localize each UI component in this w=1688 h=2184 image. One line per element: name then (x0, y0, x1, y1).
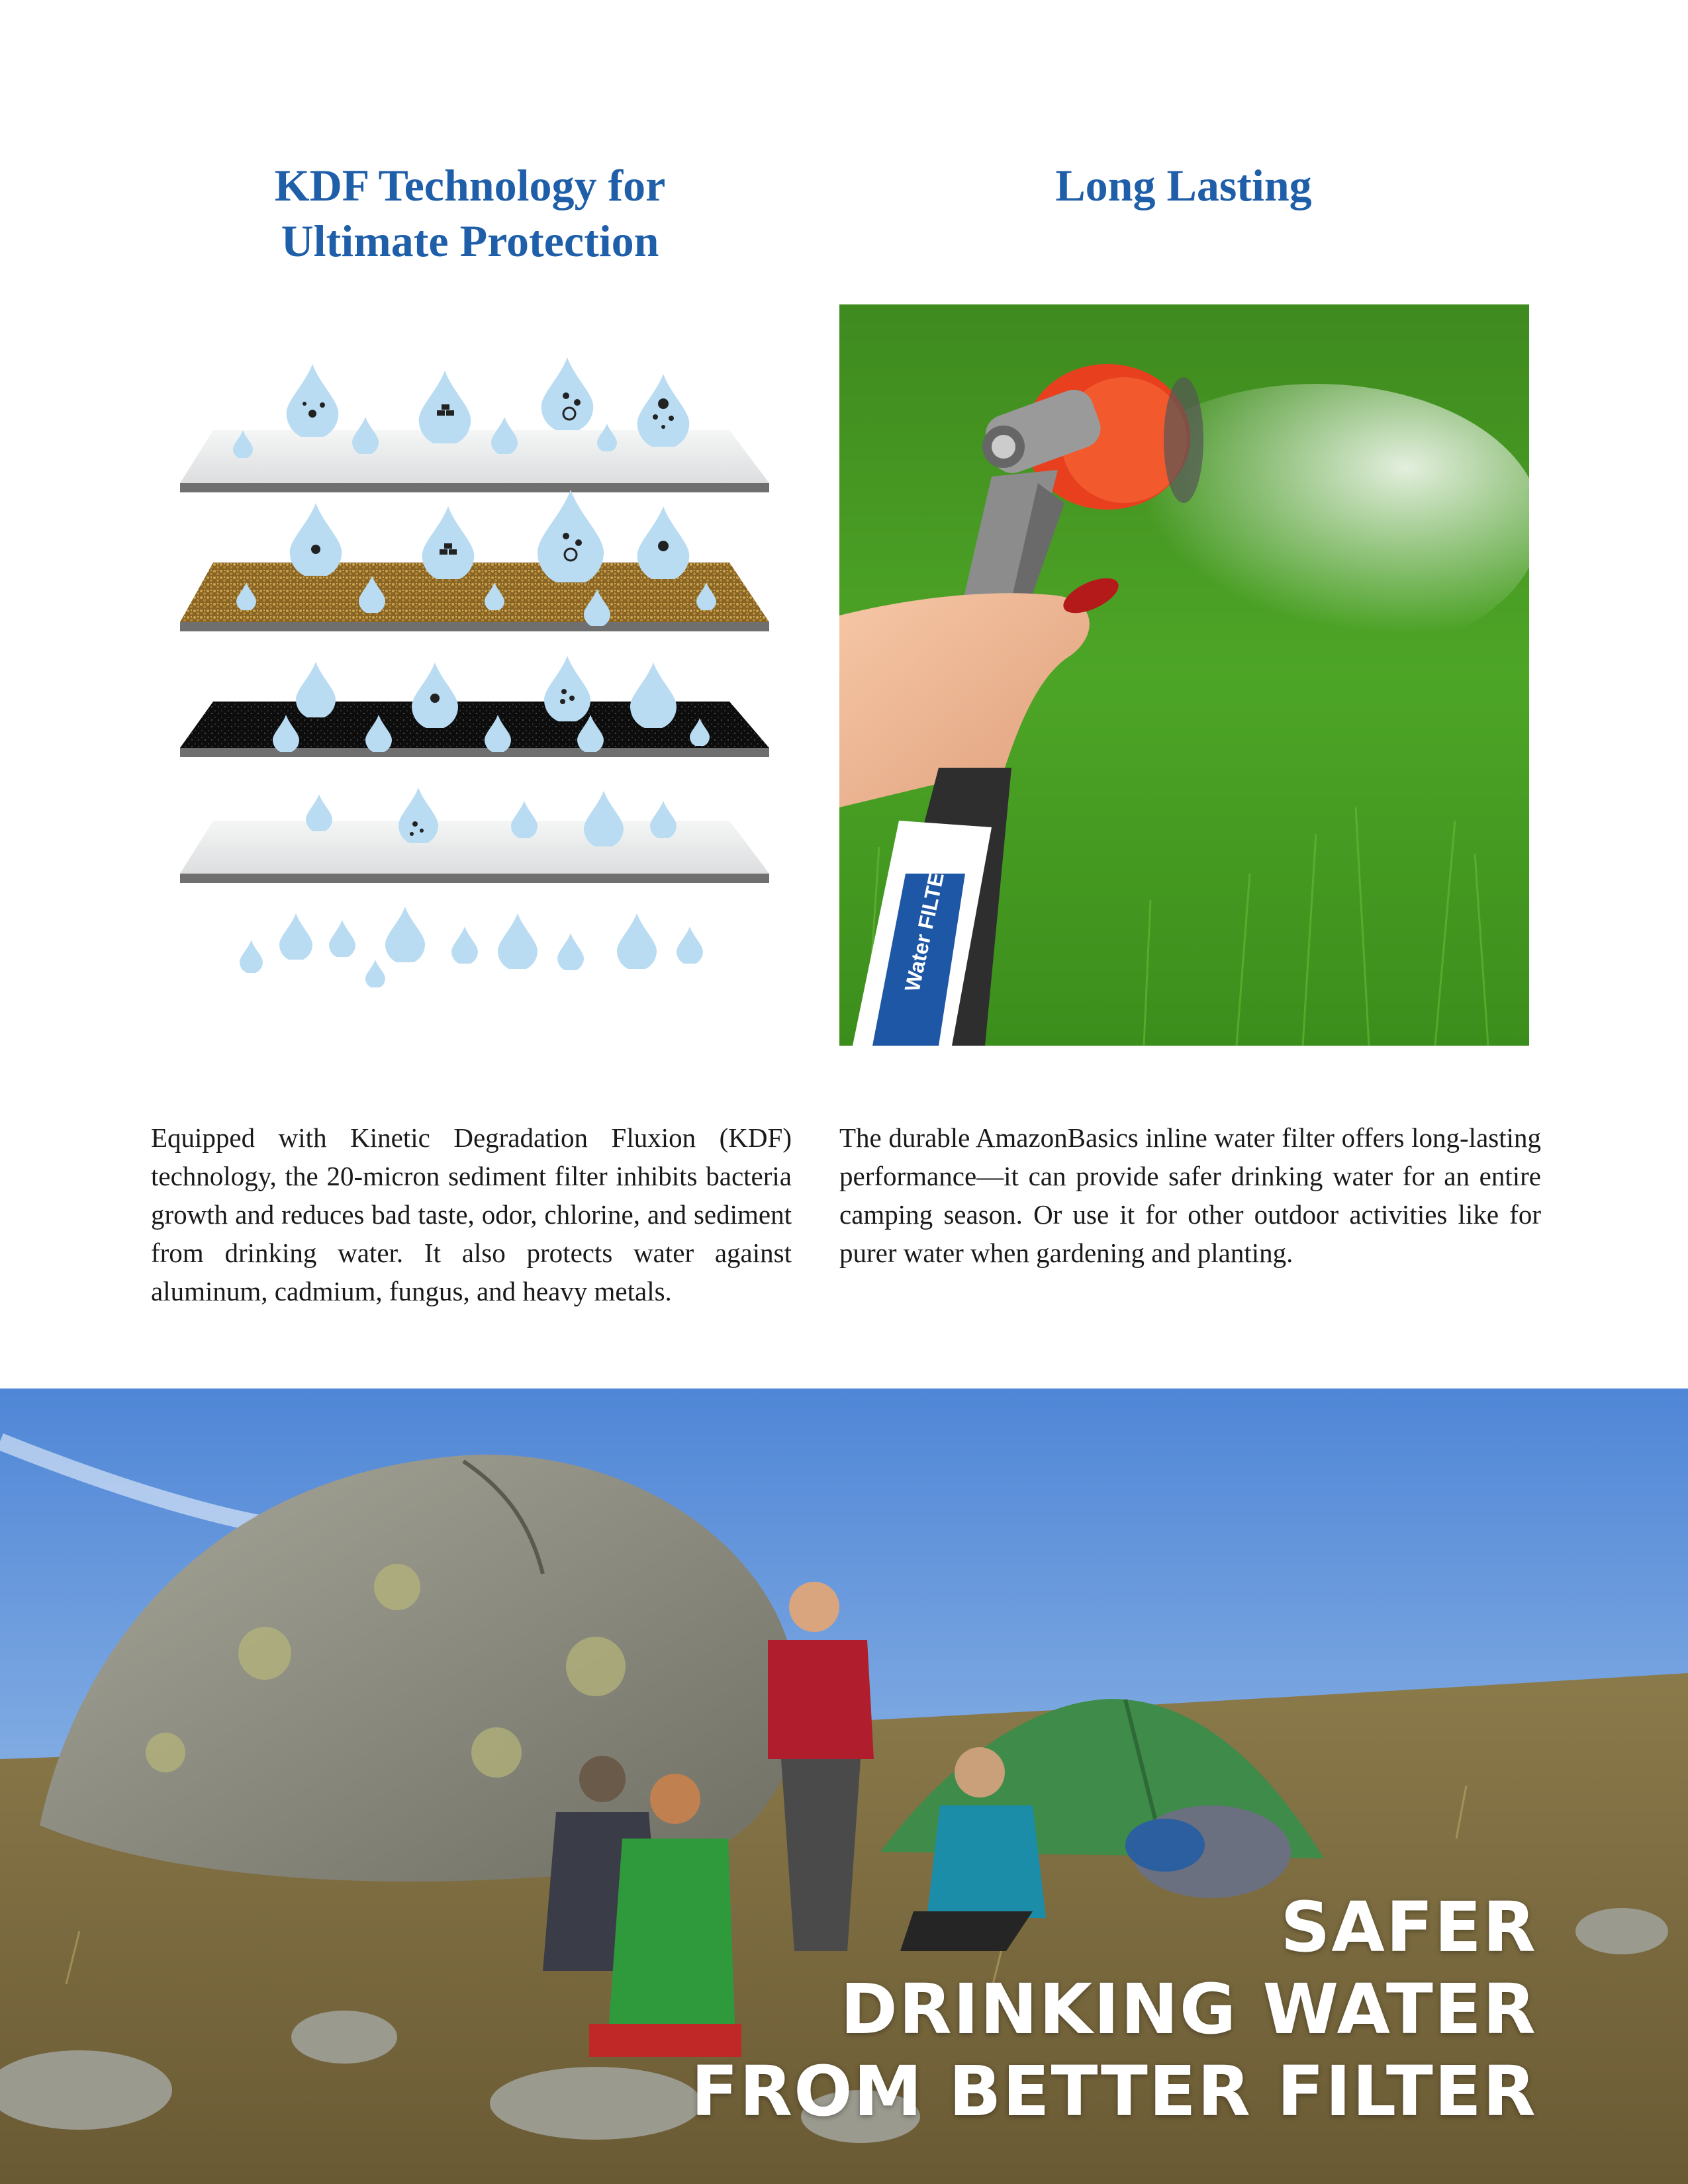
filter-layers-diagram (173, 344, 772, 999)
kdf-description: Equipped with Kinetic Degradation Fluxion (KDF) technology, the 20-micron sediment filter inhibits bacteria growth and reduces bad taste, odor, chlorine, and sediment from drinking water. It also protects water against aluminum, cadmium, fungus, and heavy metals. (151, 1122, 792, 1306)
banner-line3: FROM BETTER FILTER (690, 2051, 1537, 2132)
banner-line2: DRINKING WATER (840, 1969, 1537, 2050)
kdf-heading-line2: Ultimate Protection (281, 216, 659, 266)
camping-photo (0, 1388, 1688, 2184)
filter-layers-illustration (173, 344, 772, 999)
water-drop-icon (240, 907, 703, 989)
long-lasting-heading: Long Lasting (1055, 160, 1312, 210)
contaminant-icon (311, 533, 669, 561)
filter-layer-icon (180, 821, 769, 883)
garden-hose-photo (839, 304, 1529, 1046)
safer-water-banner (691, 1886, 1537, 2132)
kdf-heading (172, 158, 768, 269)
kdf-heading-line1: KDF Technology for (274, 160, 666, 210)
banner-line1: SAFER (1280, 1887, 1537, 1968)
long-lasting-description: The durable AmazonBasics inline water filter offers long-lasting performance—it can provide safer drinking water for an entire camping season. Or use it for other outdoor activities like for purer water when gardening and planting. (839, 1122, 1541, 1268)
filter-label-text: Water FILTER (900, 855, 952, 994)
filter-layer-icon (180, 702, 769, 757)
contaminant-icon (303, 392, 674, 429)
hose-illustration (839, 304, 1529, 1046)
